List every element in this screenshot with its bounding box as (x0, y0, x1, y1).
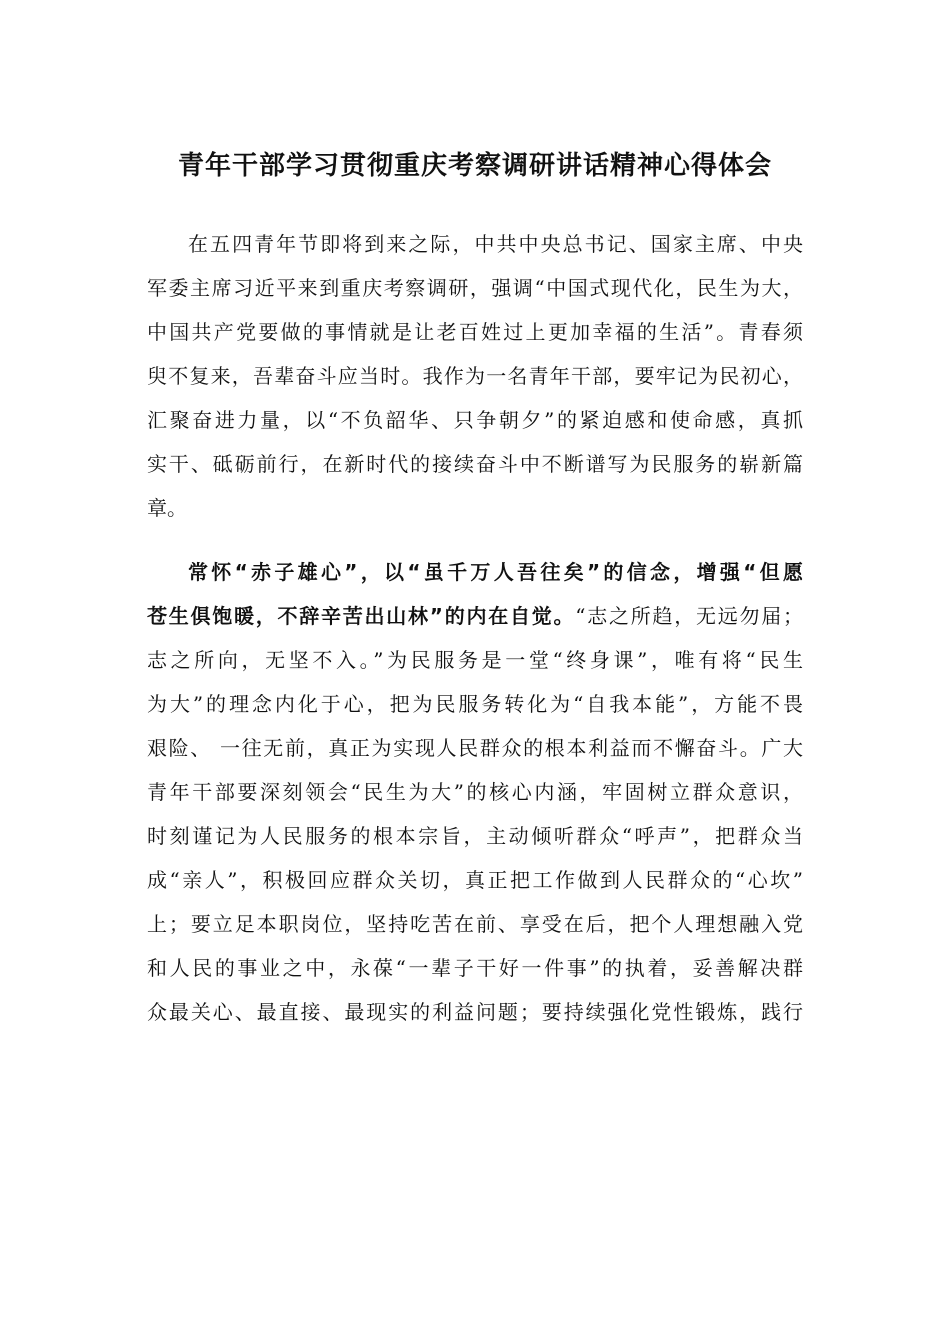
text-line: 时刻谨记为人民服务的根本宗旨，主动倾听群众“呼声”，把群众当 (147, 824, 803, 848)
text-line: 为大”的理念内化于心，把为民服务转化为“自我本能”，方能不畏 (147, 692, 803, 716)
text-line: 众最关心、最直接、最现实的利益问题；要持续强化党性锻炼，践行 (147, 1000, 803, 1024)
text-line: 和人民的事业之中，永葆“一辈子干好一件事”的执着，妥善解决群 (147, 956, 803, 980)
text-line: 在五四青年节即将到来之际，中共中央总书记、国家主席、中央 (188, 232, 803, 256)
text-line: 艰险、 一往无前，真正为实现人民群众的根本利益而不懈奋斗。广大 (147, 736, 803, 760)
text-line: 上；要立足本职岗位，坚持吃苦在前、享受在后，把个人理想融入党 (147, 912, 803, 936)
text-line: 成“亲人”，积极回应群众关切，真正把工作做到人民群众的“心坎” (147, 868, 803, 892)
paragraph-section-one (147, 550, 803, 1034)
text-line: 汇聚奋进力量，以“不负韶华、只争朝夕”的紧迫感和使命感，真抓 (147, 408, 803, 432)
section-heading-line: 常怀“赤子雄心”，以“虽千万人吾往矣”的信念，增强“但愿 (188, 560, 803, 584)
text-line: 志之所向，无坚不入。”为民服务是一堂“终身课”，唯有将“民生 (147, 648, 803, 672)
document-title: 青年干部学习贯彻重庆考察调研讲话精神心得体会 (177, 151, 772, 181)
text-line: 臾不复来，吾辈奋斗应当时。我作为一名青年干部，要牢记为民初心， (147, 364, 803, 388)
text-line: 章。 (147, 496, 187, 520)
text-line: 军委主席习近平来到重庆考察调研，强调“中国式现代化，民生为大， (147, 276, 803, 300)
text-line: 青年干部要深刻领会“民生为大”的核心内涵，牢固树立群众意识， (147, 780, 803, 804)
text-span: “志之所趋，无远勿届； (575, 604, 803, 628)
text-line: 中国共产党要做的事情就是让老百姓过上更加幸福的生活”。青春须 (147, 320, 803, 344)
paragraph-intro (147, 222, 803, 530)
text-line: 实干、砥砺前行，在新时代的接续奋斗中不断谱写为民服务的崭新篇 (147, 452, 803, 476)
text-line (147, 594, 803, 638)
section-heading-tail: 苍生俱饱暖，不辞辛苦出山林”的内在自觉。 (147, 604, 576, 628)
